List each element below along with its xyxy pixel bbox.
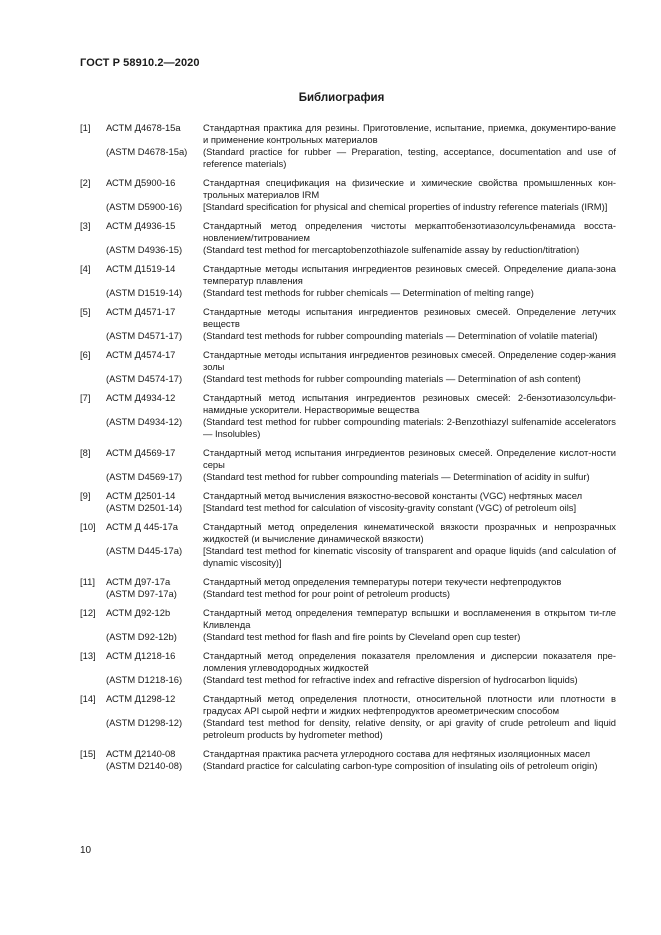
bibliography-entry [80,607,616,643]
entry-code-en: (ASTM D1298-12) [106,717,183,728]
bibliography-entry [80,447,616,483]
entry-code-ru: АСТМ Д2140-08 [106,748,176,759]
entry-code-en: (ASTM D97-17a) [106,588,177,599]
entry-text-en: (Standard test method for rubber compounding materials — Determination of acidity in sulfur) [203,471,590,482]
entry-text-en: (Standard practice for rubber — Preparation, testing, acceptance, documentation and use of reference materials) [203,146,616,169]
entry-number: [1] [80,122,91,133]
entry-text-ru: Стандартная практика расчета углеродного состава для нефтяных изоляционных масел [203,748,591,759]
entry-text-ru: Стандартная практика для резины. Приготовление, испытание, приемка, документиро-вание и применение контрольных материалов [203,122,616,145]
entry-number: [9] [80,490,91,501]
entry-text-ru: Стандартный метод определения показателя преломления и дисперсии показателя пре-ломления углеводородных жидкостей [203,650,616,673]
entry-number: [11] [80,576,95,587]
bibliography-entry [80,576,616,600]
entry-code-en: (ASTM D4936-15) [106,244,183,255]
entry-text-ru: Стандартный метод испытания ингредиентов резиновых смесей: 2-бензотиазолсульфи-намидные ускорители. Нерастворимые вещества [203,392,616,415]
entry-text-ru: Стандартный метод определения плотности, относительной плотности или плотности в градусах API сырой нефти и жидких нефтепродуктов ареометрическим способом [203,693,616,716]
entry-code-ru: АСТМ Д4574-17 [106,349,176,360]
bibliography-list [80,122,616,779]
entry-number: [15] [80,748,96,759]
entry-text-ru: Стандартные методы испытания ингредиентов резиновых смесей. Определение летучих веществ [203,306,616,329]
entry-number: [3] [80,220,91,231]
entry-code-en: (ASTM D4678-15a) [106,146,188,157]
entry-code-ru: АСТМ Д4936-15 [106,220,176,231]
entry-code-en: (ASTM D5900-16) [106,201,183,212]
entry-text-en: (Standard test methods for rubber compounding materials — Determination of ash content) [203,373,581,384]
entry-code-ru: АСТМ Д4678-15а [106,122,181,133]
entry-number: [12] [80,607,96,618]
entry-text-en: (Standard test method for pour point of petroleum products) [203,588,451,599]
entry-text-ru: Стандартный метод определения температуры потери текучести нефтепродуктов [203,576,562,587]
entry-number: [2] [80,177,91,188]
entry-code-en: (ASTM D1218-16) [106,674,183,685]
entry-number: [13] [80,650,96,661]
entry-code-ru: АСТМ Д1519-14 [106,263,176,274]
entry-code-en: (ASTM D1519-14) [106,287,183,298]
entry-text-en: (Standard test method for flash and fire points by Cleveland open cup tester) [203,631,521,642]
entry-code-ru: АСТМ Д5900-16 [106,177,176,188]
page-number: 10 [80,845,92,856]
bibliography-entry [80,177,616,213]
entry-code-en: (ASTM D2501-14) [106,502,183,513]
entry-code-ru: АСТМ Д2501-14 [106,490,176,501]
entry-code-ru: АСТМ Д92-12b [106,607,171,618]
entry-code-en: (ASTM D4574-17) [106,373,183,384]
entry-text-en: (Standard practice for calculating carbon-type composition of insulating oils of petroleum origin) [203,760,598,771]
entry-text-en: (Standard test methods for rubber chemicals — Determination of melting range) [203,287,534,298]
document-header: ГОСТ Р 58910.2—2020 [80,57,200,69]
bibliography-entry [80,650,616,686]
entry-number: [14] [80,693,96,704]
entry-code-ru: АСТМ Д4934-12 [106,392,176,403]
entry-code-en: (ASTM D4571-17) [106,330,183,341]
bibliography-entry [80,263,616,299]
entry-code-ru: АСТМ Д 445-17а [106,521,179,532]
entry-number: [5] [80,306,91,317]
entry-text-en: (Standard test method for rubber compounding materials: 2-Benzothiazyl sulfenamide accelerators — Insolubles) [203,416,616,439]
bibliography-entry [80,392,616,440]
entry-number: [8] [80,447,91,458]
entry-text-ru: Стандартный метод определения температур вспышки и воспламенения в открытом ти-гле Кливленда [203,607,616,630]
entry-text-ru: Стандартный метод определения кинематической вязкости прозрачных и непрозрачных жидкостей (и вычисление динамической вязкости) [203,521,616,544]
page-title: Библиография [298,92,385,104]
entry-number: [4] [80,263,91,274]
entry-text-en: [Standard test method for calculation of viscosity-gravity constant (VGC) of petroleum oils] [203,502,577,513]
bibliography-entry [80,693,616,741]
entry-code-en: (ASTM D2140-08) [106,760,183,771]
entry-code-ru: АСТМ Д1298-12 [106,693,176,704]
entry-number: [10] [80,521,96,532]
entry-code-en: (ASTM D4934-12) [106,416,183,427]
entry-text-ru: Стандартная спецификация на физические и химические свойства промышленных кон-трольных материалов IRM [203,177,616,200]
bibliography-entry [80,490,616,514]
bibliography-entry [80,748,616,772]
entry-text-en: (Standard test method for density, relative density, or api gravity of crude petroleum and liquid petroleum products by hydrometer method) [203,717,616,740]
entry-text-en: (Standard test method for refractive index and refractive dispersion of hydrocarbon liquids) [203,674,578,685]
entry-code-ru: АСТМ Д97-17а [106,576,171,587]
entry-number: [7] [80,392,91,403]
entry-text-en: [Standard specification for physical and chemical properties of industry reference materials (IRM)] [203,201,608,212]
entry-text-ru: Стандартные методы испытания ингредиентов резиновых смесей. Определение содер-жания золы [203,349,616,372]
entry-number: [6] [80,349,91,360]
entry-code-en: (ASTM D4569-17) [106,471,183,482]
entry-code-ru: АСТМ Д4571-17 [106,306,176,317]
entry-text-en: (Standard test method for mercaptobenzothiazole sulfenamide assay by reduction/titration) [203,244,580,255]
entry-code-ru: АСТМ Д1218-16 [106,650,176,661]
entry-text-en: [Standard test method for kinematic viscosity of transparent and opaque liquids (and calculation of dynamic viscosity)] [203,545,616,568]
entry-code-ru: АСТМ Д4569-17 [106,447,176,458]
entry-text-ru: Стандартный метод вычисления вязкостно-весовой константы (VGC) нефтяных масел [203,490,583,501]
entry-text-ru: Стандартный метод определения чистоты меркаптобензотиазолсульфенамида восста-новлением/титрованием [203,220,616,243]
entry-text-ru: Стандартный метод испытания ингредиентов резиновых смесей. Определение кислот-ности серы [203,447,616,470]
bibliography-entry [80,306,616,342]
entry-text-ru: Стандартные методы испытания ингредиентов резиновых смесей. Определение диапа-зона температур плавления [203,263,616,286]
entry-code-en: (ASTM D445-17a) [106,545,183,556]
entry-text-en: (Standard test methods for rubber compounding materials — Determination of volatile material) [203,330,598,341]
bibliography-entry [80,220,616,256]
bibliography-entry [80,521,616,569]
bibliography-entry [80,122,616,170]
bibliography-entry [80,349,616,385]
entry-code-en: (ASTM D92-12b) [106,631,177,642]
